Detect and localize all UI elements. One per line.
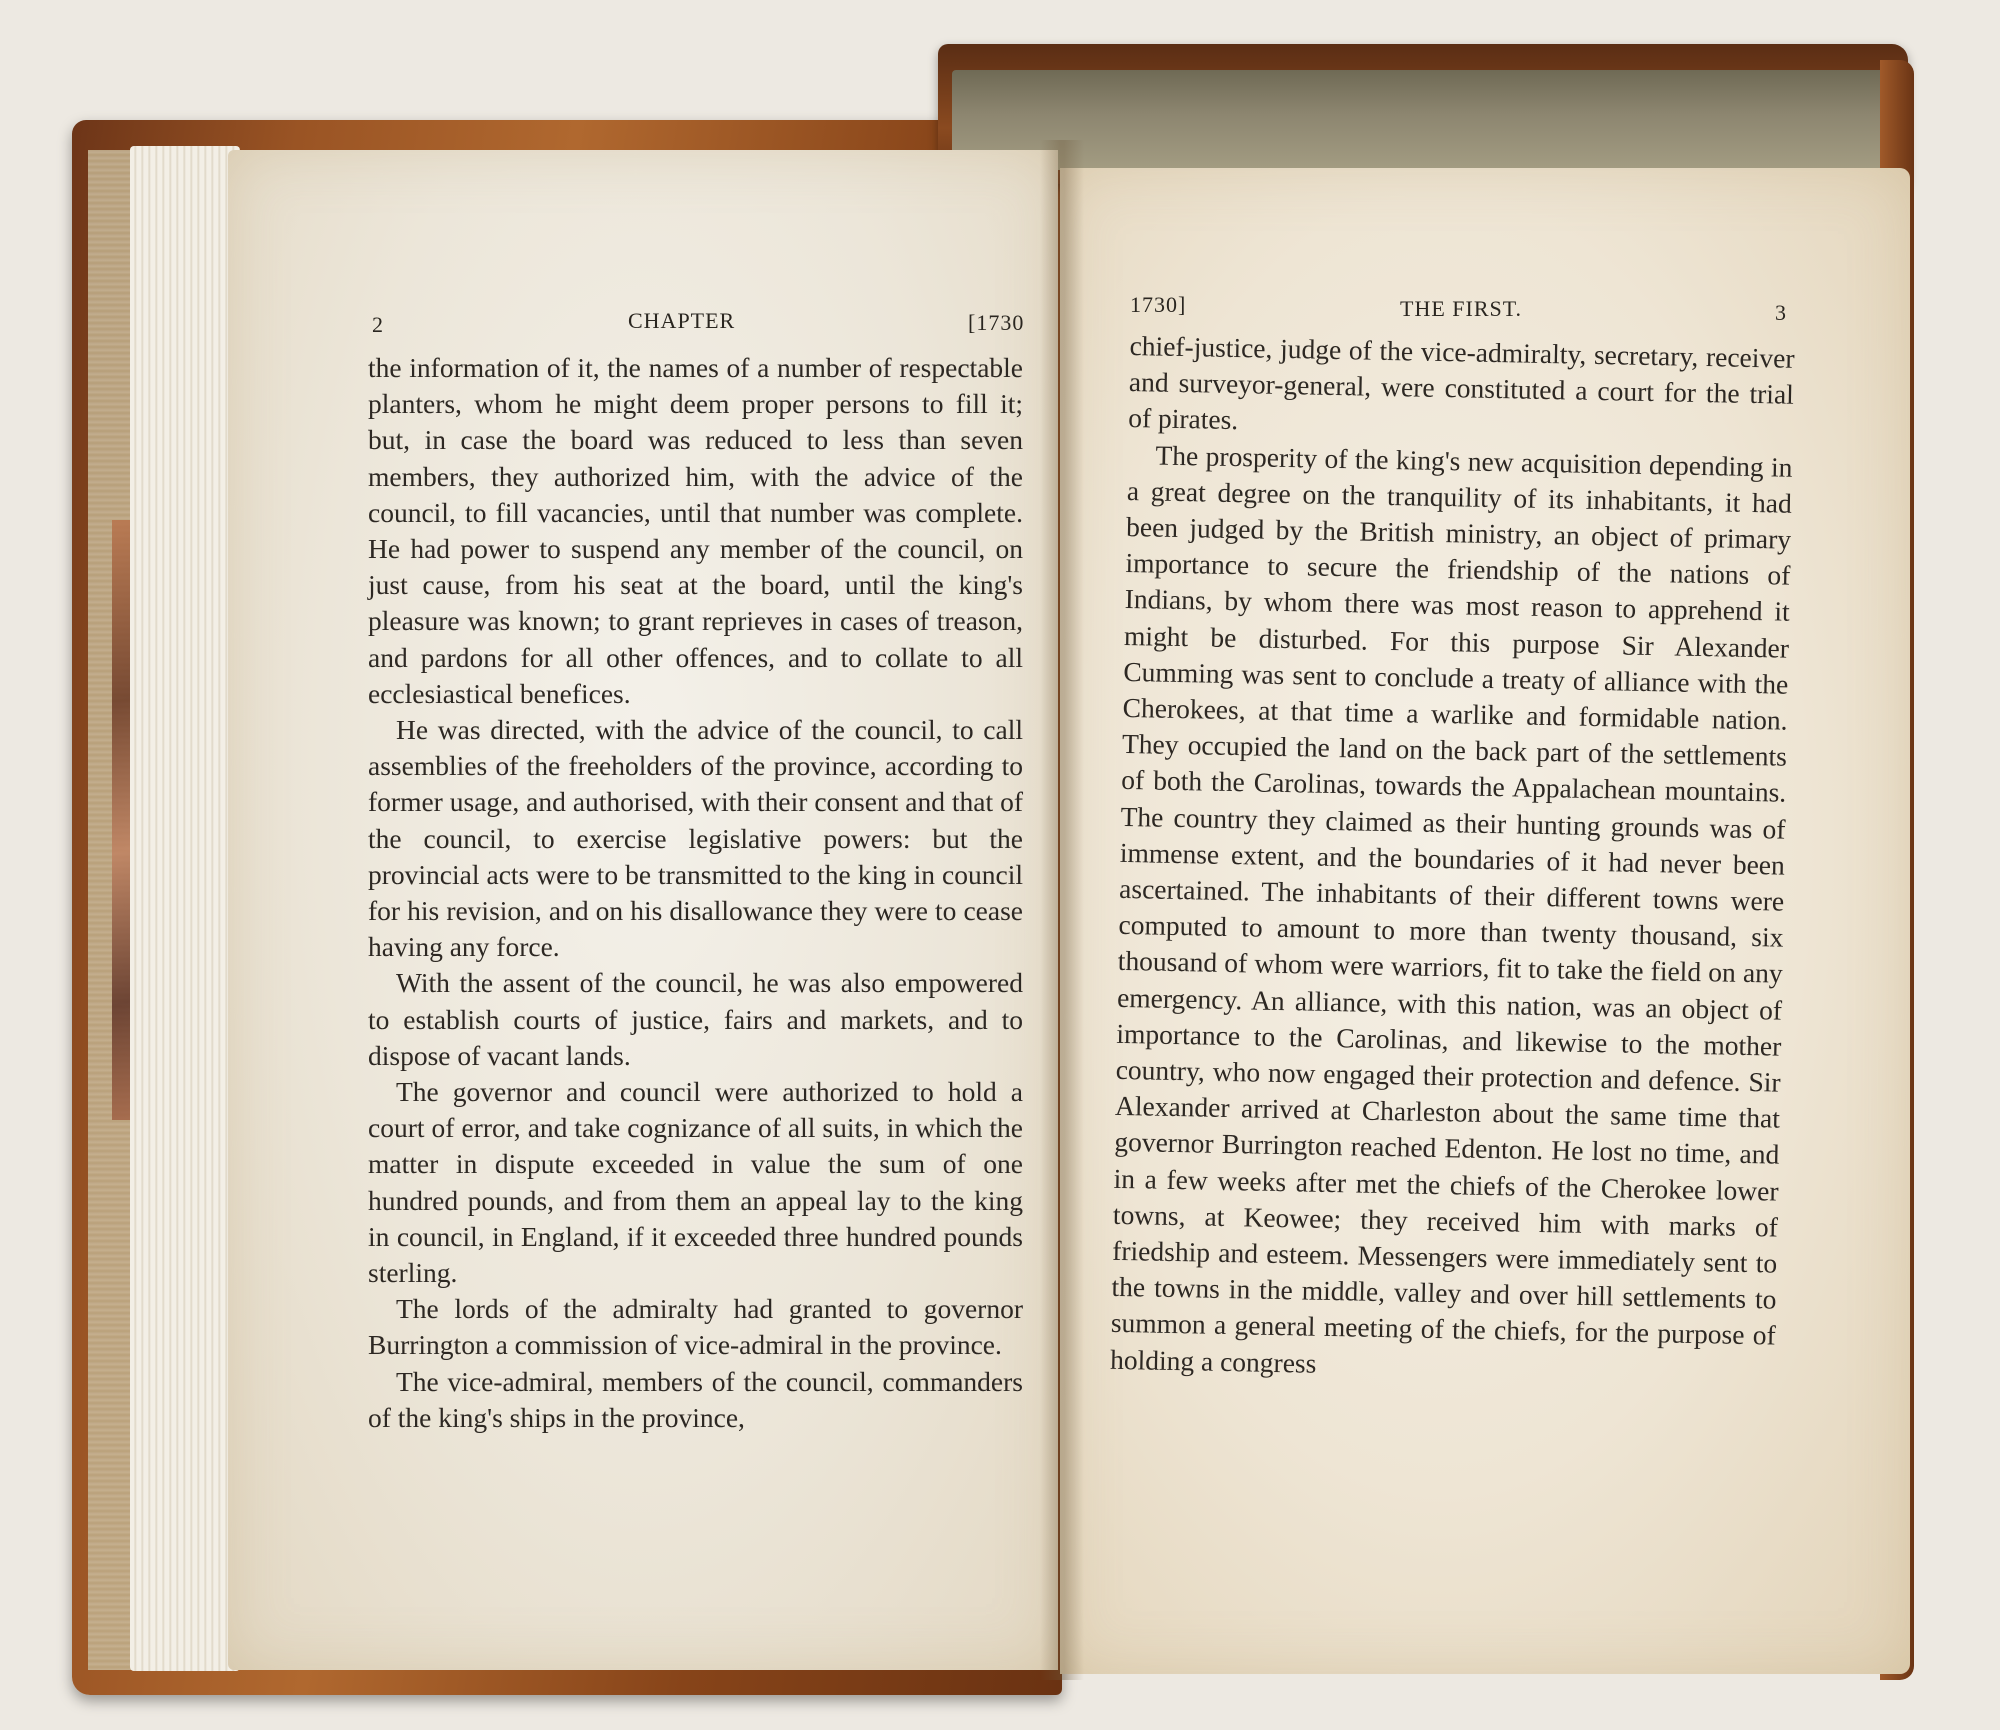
paragraph: The vice-admiral, members of the council, commanders of the king's ships in the province, [368,1365,1023,1433]
right-running-head: THE FIRST. [1400,296,1523,321]
right-year: 1730] [1130,292,1187,317]
left-running-head: CHAPTER [628,308,736,333]
paragraph: The prosperity of the king's new acquisition depending in a great degree on the tranquility of its inhabitants, it had been judged by the British ministry, an object of primary importance to secure the friendship of the nations of Indians, by whom there was most reason to apprehend it might be disturbed. For this purpose Sir Alexander Cumming was sent to conclude a treaty of alliance with the Cherokees, at that time a warlike and formidable nation. They occupied the land on the back part of the settlements of both the Carolinas, towards the Appalachean mountains. The country they claimed as their hunting grounds was of immense extent, and the boundaries of it had never been ascertained. The inhabitants of their different towns were computed to amount to more than twenty thousand, six thousand of whom were warriors, fit to take the field on any emergency. An alliance, with this nation, was an object of importance to the Carolinas, and likewise to the mother country, who now engaged their protection and defence. Sir Alexander arrived at Charleston about the same time that governor Burrington reached Edenton. He lost no time, and in a few weeks after met the chiefs of the Cherokee lower towns, at Keowee; they received him with marks of friedship and esteem. Messengers were immediately sent to the towns in the middle, valley and over hill settlements to summon a general meeting of the chiefs, for the purpose of holding a congress [1109,439,1793,1379]
paragraph: chief-justice, judge of the vice-admiralty, secretary, receiver and surveyor-general, were constituted a court for the trial of pirates. [1127,329,1795,436]
left-year: [1730 [968,310,1025,335]
paragraph: With the assent of the council, he was also empowered to establish courts of justice, fairs and markets, and to dispose of vacant lands. [368,967,1023,1071]
right-page-number: 3 [1775,300,1787,325]
right-page-text [1110,328,1795,1390]
page-block-edge [952,70,1892,170]
paragraph: The governor and council were authorized to hold a court of error, and take cognizance of all suits, in which the matter in dispute exceeded in value the sum of one hundred pounds, and from them an appeal lay to the king in council, in England, if it exceeded three hundred pounds sterling. [368,1076,1023,1289]
left-page-text [368,350,1023,1436]
paragraph: the information of it, the names of a number of respectable planters, whom he might deem proper persons to fill it; but, in case the board was reduced to less than seven members, they authorized him, with the advice of the council, to fill vacancies, until that number was complete. He had power to suspend any member of the council, on just cause, from his seat at the board, until the king's pleasure was known; to grant reprieves in cases of treason, and pardons for all other offences, and to collate to all ecclesiastical benefices. [368,352,1023,709]
paragraph: He was directed, with the advice of the council, to call assemblies of the freeholders of the province, according to former usage, and authorised, with their consent and that of the council, to exercise legislative powers: but the provincial acts were to be transmitted to the king in council for his revision, and on his disallowance they were to cease having any force. [368,714,1023,963]
paragraph: The lords of the admiralty had granted to governor Burrington a commission of vice-admiral in the province. [368,1293,1023,1361]
left-page-edges [130,146,240,1671]
book-gutter [1040,140,1084,1680]
left-page-number: 2 [372,312,384,337]
